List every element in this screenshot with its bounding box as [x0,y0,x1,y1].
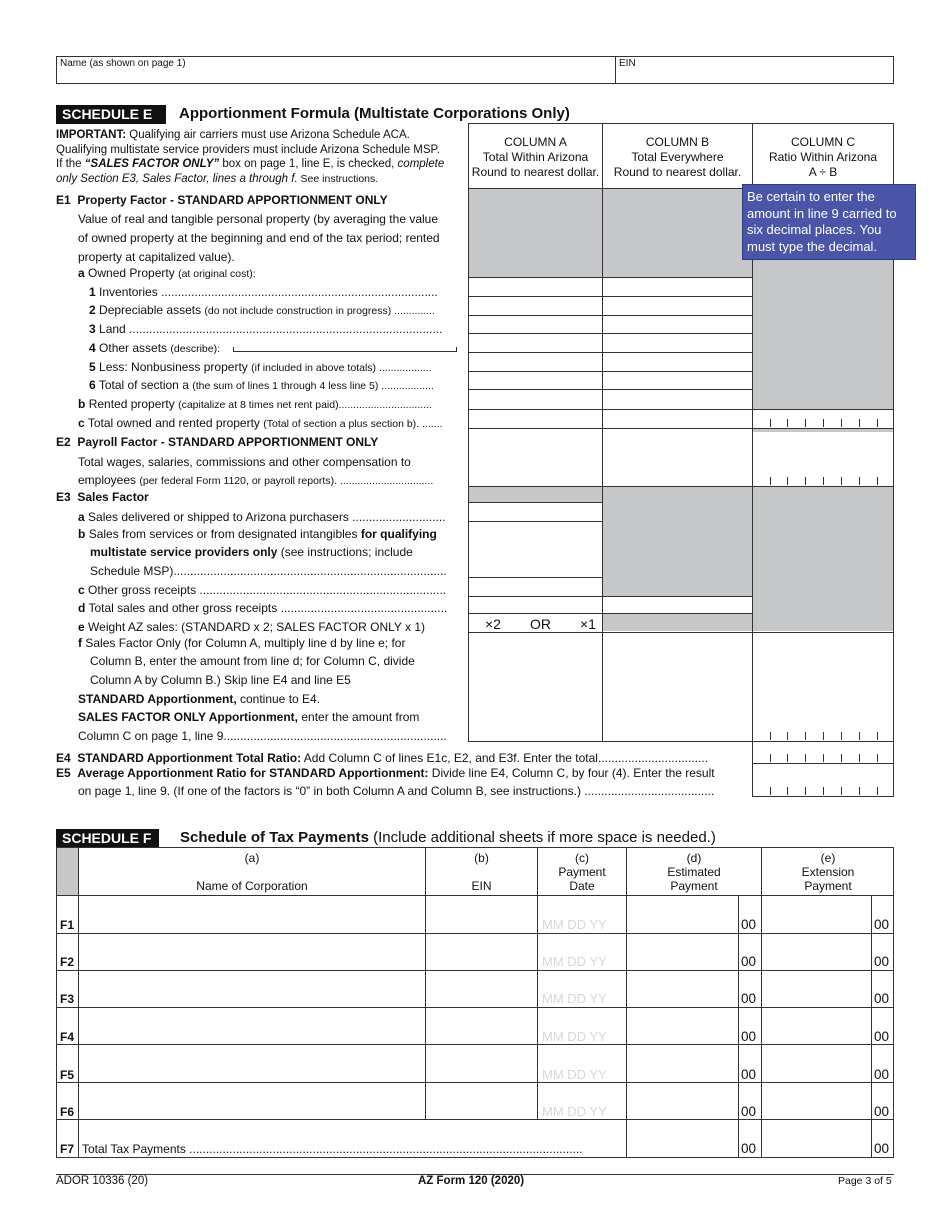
e3c-code: c [78,583,85,597]
f-col-d-header [627,851,761,893]
f-col-a-letter: (a) [244,851,260,865]
e3d-code: d [78,601,86,615]
f-row-estimated-input[interactable] [627,896,738,933]
e2-title: Payroll Factor - STANDARD APPORTIONMENT ONLY [77,435,379,449]
footer-form-code: ADOR 10336 (20) [56,1175,149,1187]
f-row-code: F2 [60,955,75,969]
e1-code: E1 [56,193,71,207]
grid-line-c-left [752,189,753,796]
f-row-name-input[interactable] [79,896,425,933]
f-row-extension-input[interactable] [762,971,871,1007]
f-row-estimated-cents: 00 [741,1067,757,1082]
e3d-label: Total sales and other gross receipts .................................................. [88,601,448,615]
column-a-header [468,123,603,189]
f-row-code: F3 [60,992,75,1006]
l2-label: Depreciable assets [99,303,205,317]
f-head-shade [57,848,78,895]
f-row-estimated-cents: 00 [741,954,757,969]
f-row-estimated-input[interactable] [627,971,738,1007]
other-assets-describe-input[interactable] [233,347,457,352]
e3f-line4b: continue to E4. [236,692,321,706]
name-ein-divider [615,57,616,83]
l1-label: Inventories ................................................................................... [99,285,438,299]
e2-desc-2a: employees [78,473,140,487]
f-row-extension-cents: 00 [874,1029,890,1044]
f-col-e-letter: (e) [820,851,836,865]
shade-e3-header-a [469,486,602,502]
e3b-code: b [78,527,86,541]
important-line3a: If the [56,158,85,170]
f-row-estimated-cents: 00 [741,917,757,932]
e3a-label: Sales delivered or shipped to Arizona purchasers ............................ [88,510,446,524]
footer-page-number: Page 3 of 5 [838,1175,892,1187]
f-row-extension-input[interactable] [762,1083,871,1119]
l6-note: (the sum of lines 1 through 4 less line 5) .................. [192,380,434,392]
ticks-e4 [760,754,890,762]
column-b-round: Round to nearest dollar. [613,165,742,179]
e3f-line5a: SALES FACTOR ONLY Apportionment, [78,710,299,724]
e3f-line3: Column A by Column B.) Skip line E4 and line E5 [90,673,351,687]
schedule-f-tag: SCHEDULE F [56,829,159,848]
hline-15 [468,613,753,614]
f-col-c-letter: (c) [575,851,589,865]
l5-label: Less: Nonbusiness property [99,360,252,374]
schedule-e-title: Apportionment Formula (Multistate Corporations Only) [179,105,570,122]
l4-label: Other assets [99,341,171,355]
name-ein-box [56,56,894,84]
f-col-b-name: EIN [471,879,492,893]
e1a-code: a [78,266,85,280]
l2-code: 2 [89,303,96,317]
f-row-extension-input[interactable] [762,934,871,970]
e1-desc-3: property at capitalized value). [78,250,235,264]
e3f-line2: Column B, enter the amount from line d; for Column C, divide [90,654,415,668]
ticks-e2 [760,477,890,485]
f-v-right [893,847,894,1157]
schedule-e-tag: SCHEDULE E [56,105,166,124]
hline-5 [468,352,753,353]
l6-code: 6 [89,378,96,392]
shade-e3-col-c [753,486,894,631]
e1a1-col-b-input[interactable] [603,278,752,296]
important-lead: IMPORTANT: [56,129,127,141]
column-c-name: COLUMN C [790,135,855,149]
f-v-e-cents [871,895,872,1157]
e5-text: Divide line E4, Column C, by four (4). Enter the result [428,766,715,780]
e2-desc-1: Total wages, salaries, commissions and other compensation to [78,455,411,469]
f-row-name-input[interactable] [79,1045,425,1082]
e1c-label: Total owned and rented property [87,416,264,430]
f-col-c-l2: Date [569,879,595,893]
f-row-date-input[interactable]: MM DD YY [542,954,607,969]
e1c-code: c [78,416,85,430]
f-row-extension-cents: 00 [874,991,890,1006]
e5-line2: on page 1, line 9. (If one of the factors is “0” in both Column A and Column B, see instructions.) ....................................... [78,784,715,798]
e3f-line5b: enter the amount from [298,710,420,724]
footer-form-title: AZ Form 120 (2020) [418,1175,525,1187]
column-b-sub: Total Everywhere [631,150,724,164]
mult-x2[interactable]: ×2 [485,616,501,632]
hline-16 [468,632,894,633]
f7-code: F7 [60,1142,75,1156]
e4-text: Add Column C of lines E1c, E2, and E3f. Enter the total................................. [301,751,708,765]
important-line3d: complete [397,158,445,170]
grid-line-b-left [602,189,603,741]
e3f-line4a: STANDARD Apportionment, [78,692,237,706]
name-field-label: Name (as shown on page 1) [60,58,186,69]
f-row-estimated-input[interactable] [627,1083,738,1119]
decimal-tooltip: Be certain to enter the amount in line 9 carried to six decimal places. You must type the decimal. [742,184,916,260]
f-col-e-l1: Extension [801,865,855,879]
ticks-e1c [760,419,890,427]
f7-label: Total Tax Payments ...................................................................................................................... [82,1142,583,1156]
e1b-note: (capitalize at 8 times net rent paid)................................ [178,399,432,411]
f-row-name-input[interactable] [79,971,425,1007]
f-row-estimated-input[interactable] [627,934,738,970]
f-col-e-l2: Payment [804,879,852,893]
e3b-line1b: for qualifying [360,527,437,541]
f-row-extension-cents: 00 [874,1067,890,1082]
f-row-date-input[interactable]: MM DD YY [542,991,607,1006]
f-row-date-input[interactable]: MM DD YY [542,1029,607,1044]
f-row-extension-cents: 00 [874,917,890,932]
f-row-ein-input[interactable] [426,1045,537,1082]
f-row-estimated-cents: 00 [741,991,757,1006]
f-row-estimated-input[interactable] [627,1045,738,1082]
f-row-ein-input[interactable] [426,1008,537,1044]
e1c-note: (Total of section a plus section b). ....... [263,418,443,430]
f-col-d-l2: Payment [670,879,718,893]
f-col-d-l1: Estimated [667,865,721,879]
hline-19 [752,796,894,797]
column-a-round: Round to nearest dollar. [471,165,600,179]
e3b-line2a: multistate service providers only [90,545,278,559]
e4-title: STANDARD Apportionment Total Ratio: [77,751,302,765]
f-col-b-header [426,851,537,893]
e3c-label: Other gross receipts .......................................................................... [88,583,447,597]
f-row-date-input[interactable]: MM DD YY [542,917,607,932]
f-row-extension-input[interactable] [762,896,871,933]
ticks-e5 [760,787,890,795]
f-row-extension-input[interactable] [762,1008,871,1044]
hline-10 [468,486,894,487]
grid-line-right [893,189,894,796]
column-a-sub: Total Within Arizona [482,150,589,164]
f-row-extension-cents: 00 [874,954,890,969]
f-row-estimated-input[interactable] [627,1008,738,1044]
mult-x1[interactable]: ×1 [580,616,596,632]
important-note [56,128,468,186]
e1a1-col-a-input[interactable] [469,278,602,296]
e3a-code: a [78,510,85,524]
schedule-f-title: Schedule of Tax Payments [180,829,369,846]
f-col-b-letter: (b) [474,851,489,865]
hline-13 [468,577,602,578]
important-line4a: only Section E3, Sales Factor, lines a through f. [56,172,298,185]
f-row-extension-input[interactable] [762,1045,871,1082]
hline-12 [468,521,602,522]
mult-or: OR [530,616,551,632]
f-row-name-input[interactable] [79,1008,425,1044]
hline-14 [468,596,753,597]
shade-e3e-col-b [603,613,753,631]
f-row-code: F6 [60,1105,75,1119]
l4-code: 4 [89,341,96,355]
ticks-e3f [760,732,890,740]
ein-field-label: EIN [619,58,636,69]
f-row-name-input[interactable] [79,1083,425,1119]
f-row-estimated-cents: 00 [741,1029,757,1044]
l5-code: 5 [89,360,96,374]
f-col-c-l1: Payment [558,865,606,879]
important-line3b: “SALES FACTOR ONLY” [84,158,220,170]
e3f-code: f [78,636,82,650]
e1-desc-2: of owned property at the beginning and end of the tax period; rented [78,231,440,245]
important-line4b: See instructions. [297,172,379,185]
l3-code: 3 [89,322,96,336]
f-row-extension-cents: 00 [874,1104,890,1119]
f-col-a-name: Name of Corporation [196,879,308,893]
f7-extension-cents: 00 [874,1141,890,1156]
f-col-d-letter: (d) [686,851,702,865]
f-col-a-header [79,851,425,893]
f-row-ein-input[interactable] [426,1083,537,1119]
column-c-header [752,123,894,189]
e3f-line1: Sales Factor Only (for Column A, multiply line d by line e; for [85,636,406,650]
e4-code: E4 [56,751,71,765]
f-col-e-header [762,851,894,893]
f-row-ein-input[interactable] [426,971,537,1007]
e1a-note: (at original cost): [178,268,256,280]
l6-label: Total of section a [98,378,193,392]
f-bottom-line [56,1157,894,1158]
hline-9 [468,428,894,429]
e5-code: E5 [56,766,71,780]
important-line2: Qualifying multistate service providers must include Arizona Schedule MSP. [56,143,440,156]
e3b-line3: Schedule MSP).................................................................................. [90,564,447,578]
e1b-label: Rented property [88,397,179,411]
hline-4 [468,333,753,334]
e1-desc-1: Value of real and tangible personal property (by averaging the value [78,212,439,226]
f-col-c-header [538,851,626,893]
f-row-estimated-cents: 00 [741,1104,757,1119]
f-row-code: F5 [60,1068,75,1082]
f-row-code: F4 [60,1030,75,1044]
l5-note: (if included in above totals) .................. [251,362,432,374]
column-c-sub: Ratio Within Arizona [768,150,878,164]
l3-label: Land .............................................................................................. [99,322,443,336]
hline-6 [468,371,753,372]
f7-extension-total-input[interactable] [762,1120,871,1157]
f-row-code: F1 [60,918,75,932]
column-a-name: COLUMN A [504,135,567,149]
e1b-code: b [78,397,86,411]
l2-note: (do not include construction in progress) .............. [204,305,435,317]
e3e-code: e [78,620,85,634]
f-row-name-input[interactable] [79,934,425,970]
f7-estimated-total-input[interactable] [627,1120,738,1157]
e3-title: Sales Factor [77,490,149,504]
shade-e3-col-b [603,486,753,596]
e5-title: Average Apportionment Ratio for STANDARD Apportionment: [77,766,429,780]
e3-code: E3 [56,490,71,504]
e3b-line1a: Sales from services or from designated intangibles [88,527,361,541]
e3b-line2b: (see instructions; include [277,545,413,559]
f-row-ein-input[interactable] [426,896,537,933]
e1-title: Property Factor - STANDARD APPORTIONMENT ONLY [77,193,388,207]
f-row-date-input[interactable]: MM DD YY [542,1104,607,1119]
column-b-name: COLUMN B [645,135,710,149]
e2-code: E2 [56,435,71,449]
hline-7 [468,389,753,390]
f-v-d-cents [738,895,739,1157]
shade-e1-header-ab [469,189,752,277]
important-line1: Qualifying air carriers must use Arizona Schedule ACA. [126,129,410,141]
column-c-formula: A ÷ B [808,165,838,179]
e1a-label: Owned Property [88,266,179,280]
grid-line-a-left [468,189,469,741]
column-b-header [602,123,753,189]
hline-3 [468,315,753,316]
e2-desc-2b: (per federal Form 1120, or payroll reports). ................................ [139,475,434,487]
e3f-line6: Column C on page 1, line 9................................................................... [78,729,447,743]
e3e-label: Weight AZ sales: (STANDARD x 2; SALES FACTOR ONLY x 1) [88,620,426,634]
f7-estimated-cents: 00 [741,1141,757,1156]
l1-code: 1 [89,285,96,299]
important-line3c: box on page 1, line E, is checked, [219,158,398,170]
f-top-line [56,847,894,848]
l4-note: (describe): [170,343,221,355]
hline-2 [468,296,753,297]
schedule-f-subtitle: (Include additional sheets if more space is needed.) [368,829,716,846]
f-v-left [56,847,57,1157]
hline-11 [468,502,602,503]
f-row-ein-input[interactable] [426,934,537,970]
f-row-date-input[interactable]: MM DD YY [542,1067,607,1082]
